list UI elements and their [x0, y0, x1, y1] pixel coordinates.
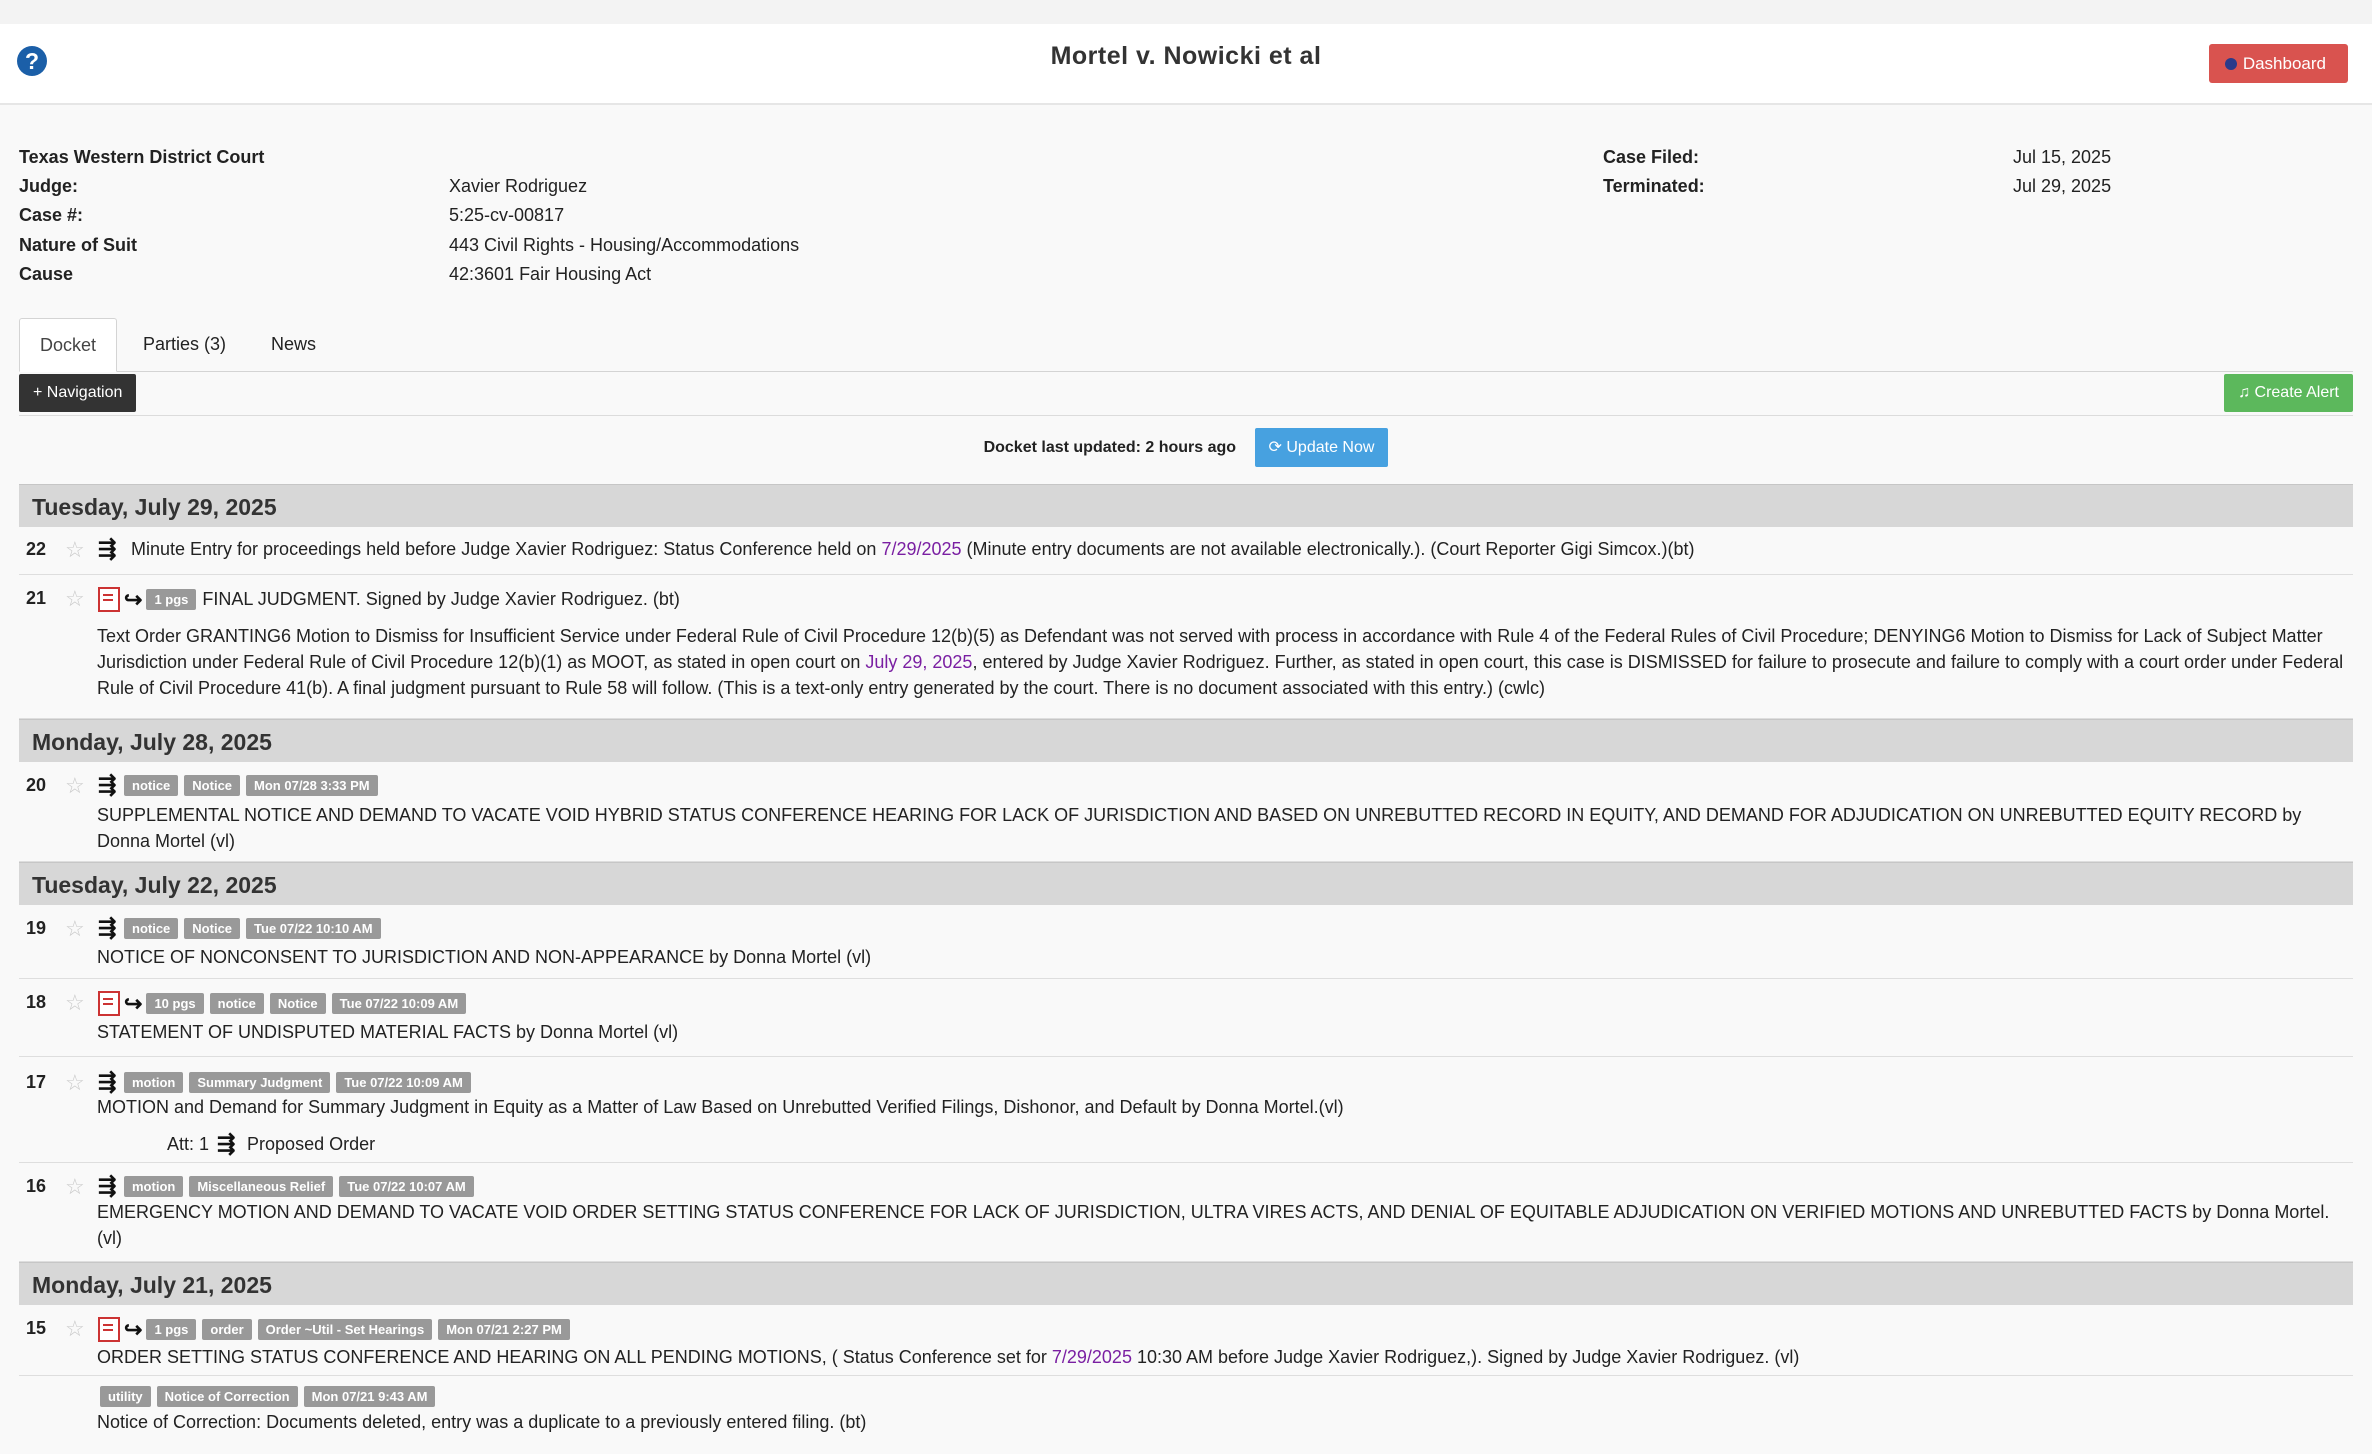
pdf-icon[interactable]	[98, 1317, 120, 1342]
star-icon[interactable]: ☆	[65, 1070, 85, 1095]
tab-news[interactable]: News	[271, 334, 317, 354]
case-no-label: Case #:	[19, 205, 84, 225]
entry-text-b: (Minute entry documents are not available electronically.). (Court Reporter Gigi Simcox.)(bt)	[961, 539, 1695, 559]
entry-text: STATEMENT OF UNDISPUTED MATERIAL FACTS by Donna Mortel (vl)	[97, 1022, 679, 1042]
subtype-tag: Notice of Correction	[157, 1386, 298, 1407]
top-strip	[0, 0, 2372, 24]
document-request-icon[interactable]: ⇶	[98, 536, 117, 561]
entry-text: SUPPLEMENTAL NOTICE AND DEMAND TO VACATE VOID HYBRID STATUS CONFERENCE HEARING FOR LACK OF JURISDICTION AND BASED ON UNREBUTTED RECORD IN EQUITY, AND DEMAND FOR ADJUDICATION ON UNREBUTTED EQUITY RECORD by Donna Mortel (vl)	[97, 805, 2302, 851]
docket-list	[19, 484, 2353, 1440]
type-tag: notice	[124, 775, 178, 796]
tab-parties[interactable]: Parties (3)	[143, 334, 227, 354]
document-request-icon[interactable]: ⇶	[98, 1069, 117, 1094]
court-name: Texas Western District Court	[19, 147, 265, 167]
entry-number: 18	[26, 992, 47, 1012]
case-info	[0, 105, 2372, 310]
timestamp-tag: Tue 07/22 10:10 AM	[246, 918, 381, 939]
update-now-label: Update Now	[1286, 439, 1375, 456]
timestamp-tag: Mon 07/21 9:43 AM	[304, 1386, 436, 1407]
attachment-text: Proposed Order	[247, 1133, 376, 1154]
judge-value: Xavier Rodriguez	[449, 176, 588, 196]
type-tag: motion	[124, 1176, 183, 1197]
star-icon[interactable]: ☆	[65, 1174, 85, 1199]
entry-number: 17	[26, 1072, 47, 1092]
terminated-value: Jul 29, 2025	[2013, 176, 2112, 196]
entry-number: 21	[26, 588, 47, 608]
docket-entry-21	[19, 575, 2353, 623]
page-count-tag: 10 pgs	[146, 993, 203, 1014]
hearing-date-link[interactable]: 7/29/2025	[881, 539, 962, 559]
entry-text: Notice of Correction: Documents deleted, entry was a duplicate to a previously entered filing. (bt)	[97, 1412, 867, 1432]
pdf-icon[interactable]	[98, 587, 120, 612]
entry-text: NOTICE OF NONCONSENT TO JURISDICTION AND NON-APPEARANCE by Donna Mortel (vl)	[97, 947, 872, 967]
type-tag: utility	[100, 1386, 151, 1407]
judge-label: Judge:	[19, 176, 79, 196]
navigation-button[interactable]	[19, 374, 136, 412]
docket-entry-text-order	[19, 623, 2353, 719]
share-icon[interactable]: ↪	[124, 1316, 143, 1342]
type-tag: notice	[210, 993, 264, 1014]
last-updated-text: Docket last updated: 2 hours ago	[983, 439, 1237, 456]
create-alert-label: Create Alert	[2254, 384, 2339, 401]
entry-text	[97, 1344, 2345, 1370]
timestamp-tag: Tue 07/22 10:07 AM	[339, 1176, 474, 1197]
entry-text-a: ORDER SETTING STATUS CONFERENCE AND HEARING ON ALL PENDING MOTIONS, ( Status Conference set for	[97, 1347, 1052, 1367]
document-request-icon[interactable]: ⇶	[217, 1131, 236, 1156]
nature-value: 443 Civil Rights - Housing/Accommodations	[449, 235, 800, 255]
entry-number: 22	[26, 539, 47, 559]
document-request-icon[interactable]: ⇶	[98, 1173, 117, 1198]
refresh-icon: ⟳	[1268, 439, 1287, 456]
docket-toolbar	[19, 373, 2353, 416]
attachment-label: Att: 1	[167, 1133, 210, 1154]
filed-label: Case Filed:	[1603, 147, 1700, 167]
share-icon[interactable]: ↪	[124, 586, 143, 612]
plus-icon: +	[33, 384, 47, 401]
update-status	[0, 428, 2372, 467]
share-icon[interactable]: ↪	[124, 990, 143, 1016]
entry-text-a: Text Order GRANTING6 Motion to Dismiss for Insufficient Service under Federal Rule of Civil Procedure 12(b)(5) as Defendant was not served with process in accordance with Rule 4 of the Federal Rules of Civil Procedure; DENYING6 Motion to Dismiss for Lack of Subject Matter Jurisdiction under Federal Rule of Civil Procedure 12(b)(1) as MOOT, as stated in open court on	[97, 626, 2323, 672]
header	[0, 24, 2372, 105]
entry-text: MOTION and Demand for Summary Judgment in Equity as a Matter of Law Based on Unrebutted Verified Filings, Dishonor, and Default by Donna Mortel.(vl)	[97, 1097, 1344, 1117]
entry-text	[131, 536, 2345, 562]
subtype-tag: Notice	[184, 918, 240, 939]
page-count-tag: 1 pgs	[146, 1319, 196, 1340]
document-request-icon[interactable]: ⇶	[98, 915, 117, 940]
pdf-icon[interactable]	[98, 991, 120, 1016]
hearing-date-link[interactable]: 7/29/2025	[1051, 1347, 1132, 1367]
entry-number: 15	[26, 1318, 47, 1338]
navigation-label: Navigation	[46, 384, 123, 401]
dashboard-label: Dashboard	[2242, 54, 2326, 73]
cause-label: Cause	[19, 264, 74, 284]
date-header: Tuesday, July 22, 2025	[19, 862, 2353, 905]
docket-entry-20	[19, 762, 2353, 862]
subtype-tag: Miscellaneous Relief	[189, 1176, 333, 1197]
star-icon[interactable]: ☆	[65, 586, 85, 611]
star-icon[interactable]: ☆	[65, 1316, 85, 1341]
type-tag: order	[202, 1319, 251, 1340]
tab-bar	[19, 318, 2353, 372]
timestamp-tag: Tue 07/22 10:09 AM	[332, 993, 467, 1014]
question-circle-icon[interactable]: ?	[17, 46, 47, 76]
update-now-button[interactable]	[1255, 428, 1389, 467]
timestamp-tag: Mon 07/21 2:27 PM	[438, 1319, 570, 1340]
create-alert-button[interactable]	[2224, 374, 2353, 412]
entry-number: 20	[26, 775, 47, 795]
star-icon[interactable]: ☆	[65, 916, 85, 941]
docket-entry-correction	[19, 1376, 2353, 1440]
entry-text-a: Minute Entry for proceedings held before Judge Xavier Rodriguez: Status Conference held on	[131, 539, 882, 559]
timestamp-tag: Tue 07/22 10:09 AM	[336, 1072, 471, 1093]
subtype-tag: Order ~Util - Set Hearings	[258, 1319, 433, 1340]
type-tag: motion	[124, 1072, 183, 1093]
dashboard-icon	[2225, 58, 2237, 70]
case-title: Mortel v. Nowicki et al	[1050, 42, 1322, 70]
entry-title: FINAL JUDGMENT. Signed by Judge Xavier Rodriguez. (bt)	[202, 589, 680, 609]
star-icon[interactable]: ☆	[65, 773, 85, 798]
cause-value: 42:3601 Fair Housing Act	[449, 264, 652, 284]
entry-text-b: , entered by Judge Xavier Rodriguez. Further, as stated in open court, this case is DISMISSED for failure to prosecute and failure to comply with a court order under Federal Rule of Civil Procedure 41(b). A final judgment pursuant to Rule 58 will follow. (This is a text-only entry generated by the court. There is no document associated with this entry.) (cwlc)	[97, 652, 2344, 698]
entry-text	[97, 623, 2345, 701]
attachment-row	[167, 1133, 375, 1155]
docket-entry-19	[19, 905, 2353, 979]
entry-text-b: 10:30 AM before Judge Xavier Rodriguez,). Signed by Judge Xavier Rodriguez. (vl)	[1131, 1347, 1800, 1367]
dashboard-button[interactable]	[2209, 44, 2348, 83]
terminated-label: Terminated:	[1603, 176, 1705, 196]
date-header: Monday, July 21, 2025	[19, 1262, 2353, 1305]
subtype-tag: Summary Judgment	[189, 1072, 330, 1093]
entry-text: EMERGENCY MOTION AND DEMAND TO VACATE VOID ORDER SETTING STATUS CONFERENCE FOR LACK OF JURISDICTION, ULTRA VIRES ACTS, AND DENIAL OF EQUITABLE ADJUDICATION ON VERIFIED MOTIONS AND UNREBUTTED FACTS by Donna Mortel. (vl)	[97, 1202, 2330, 1248]
date-header: Tuesday, July 29, 2025	[19, 484, 2353, 527]
star-icon[interactable]: ☆	[65, 990, 85, 1015]
bell-icon: ♫	[2238, 384, 2255, 401]
docket-entry-17	[19, 1057, 2353, 1163]
docket-entry-22	[19, 527, 2353, 575]
docket-entry-18	[19, 979, 2353, 1057]
nature-label: Nature of Suit	[19, 235, 138, 255]
subtype-tag: Notice	[184, 775, 240, 796]
entry-number: 16	[26, 1176, 47, 1196]
tab-docket[interactable]: Docket	[19, 318, 117, 372]
star-icon[interactable]: ☆	[65, 537, 85, 562]
filed-value: Jul 15, 2025	[2013, 147, 2112, 167]
type-tag: notice	[124, 918, 178, 939]
page-count-tag: 1 pgs	[146, 589, 196, 610]
timestamp-tag: Mon 07/28 3:33 PM	[246, 775, 378, 796]
court-date-link[interactable]: July 29, 2025	[865, 652, 973, 672]
docket-entry-16	[19, 1163, 2353, 1262]
date-header: Monday, July 28, 2025	[19, 719, 2353, 762]
docket-entry-15	[19, 1305, 2353, 1376]
entry-number: 19	[26, 918, 47, 938]
subtype-tag: Notice	[270, 993, 326, 1014]
case-no-value: 5:25-cv-00817	[449, 205, 565, 225]
document-request-icon[interactable]: ⇶	[98, 772, 117, 797]
